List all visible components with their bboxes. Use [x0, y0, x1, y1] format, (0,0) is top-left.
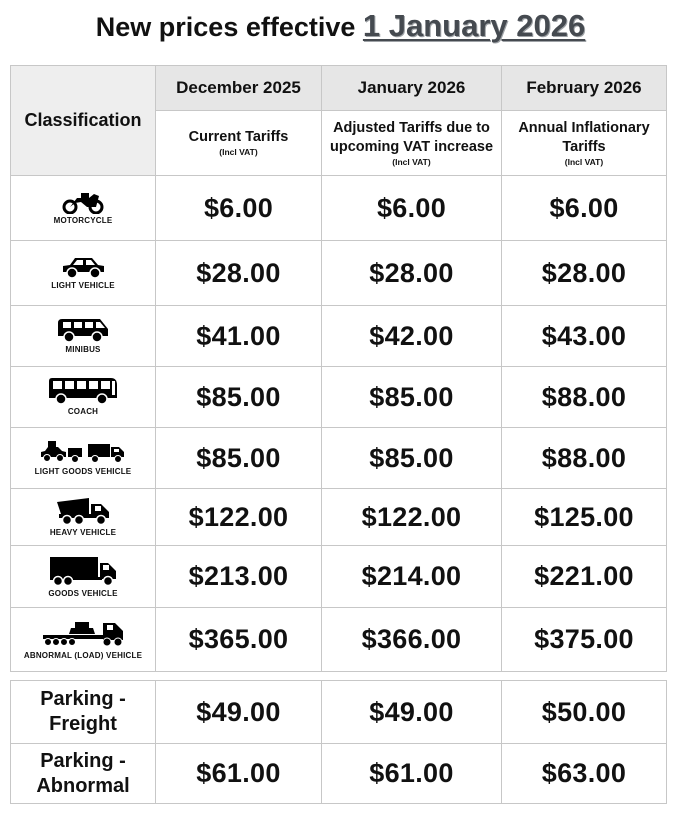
motorcycle-icon — [61, 190, 105, 214]
header-month: February 2026 — [502, 66, 667, 111]
header-month-row — [11, 66, 667, 111]
price-cell: $85.00 — [322, 428, 502, 489]
header-month: January 2026 — [322, 66, 502, 111]
classification-label: MINIBUS — [65, 345, 101, 354]
price-cell: $221.00 — [502, 546, 667, 608]
classification-cell — [11, 608, 156, 672]
price-cell: $365.00 — [156, 608, 322, 672]
header-description — [156, 111, 322, 176]
parking-label — [11, 744, 156, 804]
vat-note: (Incl VAT) — [392, 156, 431, 167]
classification-cell — [11, 241, 156, 306]
price-cell: $6.00 — [502, 176, 667, 241]
price-cell: $125.00 — [502, 489, 667, 546]
classification-label: LIGHT VEHICLE — [51, 281, 115, 290]
table-row — [11, 241, 667, 306]
price-cell: $49.00 — [156, 681, 322, 744]
price-cell: $375.00 — [502, 608, 667, 672]
minibus-icon — [56, 317, 110, 343]
vat-note: (Incl VAT) — [219, 147, 258, 157]
header-description — [502, 111, 667, 176]
parking-row — [11, 681, 667, 744]
price-cell: $28.00 — [502, 241, 667, 306]
goods-truck-icon — [48, 555, 118, 587]
price-cell: $6.00 — [156, 176, 322, 241]
classification-cell — [11, 176, 156, 241]
page-title — [0, 8, 681, 44]
classification-cell — [11, 306, 156, 367]
description-text: Current Tariffs — [188, 129, 289, 145]
classification-header: Classification — [11, 66, 156, 176]
title-prefix: New prices effective — [95, 12, 356, 42]
car-trailer-truck-icon — [40, 439, 126, 465]
parking-label-line: Freight — [49, 713, 117, 735]
classification-label: GOODS VEHICLE — [48, 588, 118, 598]
classification-label: HEAVY VEHICLE — [49, 528, 117, 537]
price-cell: $50.00 — [502, 681, 667, 744]
classification-label: LIGHT GOODS VEHICLE — [34, 467, 132, 476]
parking-row — [11, 744, 667, 804]
table-row — [11, 489, 667, 546]
table-row — [11, 176, 667, 241]
table-row — [11, 608, 667, 672]
price-cell: $88.00 — [502, 367, 667, 428]
classification-cell — [11, 489, 156, 546]
car-icon — [60, 255, 106, 279]
price-cell: $41.00 — [156, 306, 322, 367]
table-row — [11, 367, 667, 428]
price-cell: $28.00 — [156, 241, 322, 306]
dump-truck-icon — [55, 496, 111, 526]
price-cell: $61.00 — [156, 744, 322, 804]
price-cell: $42.00 — [322, 306, 502, 367]
classification-label: COACH — [67, 407, 99, 416]
price-cell: $49.00 — [322, 681, 502, 744]
price-cell: $43.00 — [502, 306, 667, 367]
header-description — [322, 111, 502, 176]
classification-cell — [11, 428, 156, 489]
header-month: December 2025 — [156, 66, 322, 111]
title-date: 1 January 2026 — [362, 8, 586, 43]
price-cell: $122.00 — [322, 489, 502, 546]
table-row — [11, 306, 667, 367]
vat-note: (Incl VAT) — [564, 156, 604, 167]
price-cell: $6.00 — [322, 176, 502, 241]
parking-label-line: Parking - — [40, 688, 126, 710]
price-cell: $88.00 — [502, 428, 667, 489]
price-cell: $122.00 — [156, 489, 322, 546]
parking-table — [10, 680, 667, 804]
parking-label-line: Abnormal — [36, 774, 130, 797]
classification-label: MOTORCYCLE — [53, 216, 113, 225]
price-cell: $85.00 — [156, 428, 322, 489]
description-text: Adjusted Tariffs due to upcoming VAT increase — [329, 119, 494, 155]
classification-cell — [11, 367, 156, 428]
description-text: Annual Inflationary Tariffs — [518, 119, 650, 155]
table-row — [11, 546, 667, 608]
price-cell: $28.00 — [322, 241, 502, 306]
price-cell: $213.00 — [156, 546, 322, 608]
parking-label-line: Parking - — [40, 749, 126, 772]
price-cell: $61.00 — [322, 744, 502, 804]
classification-label: ABNORMAL (LOAD) VEHICLE — [23, 650, 143, 660]
price-cell: $85.00 — [322, 367, 502, 428]
price-cell: $214.00 — [322, 546, 502, 608]
tariff-table — [10, 65, 667, 672]
classification-cell — [11, 546, 156, 608]
price-cell: $85.00 — [156, 367, 322, 428]
parking-label — [11, 681, 156, 744]
table-row — [11, 428, 667, 489]
bus-icon — [47, 377, 119, 405]
price-cell: $63.00 — [502, 744, 667, 804]
lowbed-truck-icon — [41, 619, 125, 649]
price-cell: $366.00 — [322, 608, 502, 672]
